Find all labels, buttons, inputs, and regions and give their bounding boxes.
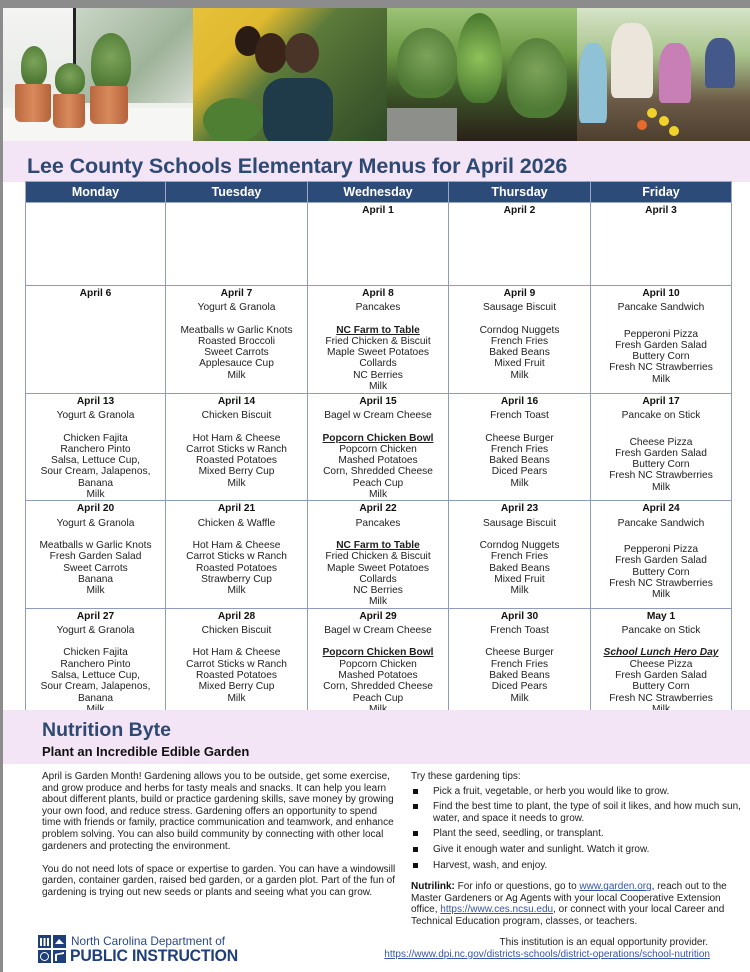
weekday-header-row	[26, 182, 732, 203]
breakfast-item: Pancake Sandwich	[617, 302, 705, 314]
lunch-item: Corndog Nuggets	[479, 539, 560, 551]
menu-date: April 22	[359, 503, 397, 515]
breakfast-item: Chicken Biscuit	[201, 410, 272, 422]
lunch-item: Milk	[227, 692, 246, 704]
lunch-item: Mixed Fruit	[494, 573, 545, 585]
menu-date: April 1	[362, 205, 394, 216]
lunch-item: Cheese Burger	[485, 647, 554, 659]
lunch-item: Roasted Potatoes	[196, 455, 277, 467]
lunch-item: Peach Cup	[352, 692, 404, 704]
lunch-item: Corn, Shredded Cheese	[323, 681, 433, 693]
menu-date: April 15	[359, 396, 397, 407]
lunch-theme-title: Popcorn Chicken Bowl	[322, 432, 434, 444]
lunch-item: French Fries	[490, 335, 549, 347]
breakfast-item: Pancake Sandwich	[617, 517, 705, 529]
weekday-header: Wednesday	[308, 182, 449, 203]
lunch-item: Hot Ham & Cheese	[192, 432, 281, 444]
lunch-item: Baked Beans	[489, 562, 550, 574]
page-title: Lee County Schools Elementary Menus for April 2026	[27, 154, 568, 178]
lunch-item: Carrot Sticks w Ranch	[186, 658, 287, 670]
nutrilink-text: For info or questions, go to	[454, 881, 580, 893]
lunch-item: Milk	[510, 692, 529, 704]
photo-banner	[3, 8, 750, 141]
menu-day-cell	[166, 394, 308, 501]
family-gardening-photo	[193, 8, 387, 141]
lunch-item: Milk	[510, 585, 529, 597]
lunch-item: Cheese Pizza	[629, 436, 693, 448]
lunch-item: Fried Chicken & Biscuit	[325, 551, 431, 563]
tip-item	[411, 786, 741, 798]
menu-day-cell	[26, 286, 166, 394]
lunch-item: Milk	[510, 369, 529, 381]
lunch-item: Milk	[651, 373, 671, 385]
breakfast-item: Chicken & Waffle	[197, 517, 276, 529]
lunch-item: Fresh Garden Salad	[615, 555, 707, 567]
lunch-item: Diced Pears	[491, 681, 548, 693]
lunch-item: Sour Cream, Jalapenos,	[40, 681, 151, 693]
menu-date: April 8	[362, 288, 394, 299]
tip-text: Pick a fruit, vegetable, or herb you would like to grow.	[433, 785, 670, 797]
lunch-item: Milk	[227, 477, 246, 489]
lunch-theme-title: NC Farm to Table	[336, 324, 420, 336]
lunch-item: Roasted Potatoes	[196, 669, 277, 681]
article-paragraph: You do not need lots of space or expertise to garden. You can have a windowsill garden, container garden, raised bed garden, or a garden plot. Part of the fun of gardening is trying out new seeds or plants and seeing what you can grow.	[42, 863, 396, 898]
weekday-header: Monday	[26, 182, 166, 203]
lunch-item: Ranchero Pinto	[60, 658, 131, 670]
menu-day-cell	[26, 501, 166, 608]
top-edge	[0, 0, 750, 8]
lunch-item: Banana	[77, 477, 114, 489]
tips-list	[411, 786, 741, 872]
menu-week-row	[26, 286, 732, 394]
menu-day-cell	[308, 286, 449, 394]
lunch-item: Milk	[227, 369, 246, 381]
menu-date: April 7	[220, 288, 253, 299]
equal-opportunity-statement: This institution is an equal opportunity provider.	[499, 937, 708, 948]
breakfast-item: Yogurt & Granola	[197, 302, 276, 314]
lunch-item: Cheese Burger	[485, 432, 554, 444]
nutrilink-text: , or connect with your local Career and Technical Education program, classes, or teachers.	[411, 904, 725, 927]
lunch-item: Banana	[77, 573, 114, 585]
lunch-item: Hot Ham & Cheese	[192, 539, 281, 551]
breakfast-item: Yogurt & Granola	[56, 517, 135, 529]
lunch-item: Carrot Sticks w Ranch	[186, 551, 287, 563]
tip-text: Plant the seed, seedling, or transplant.	[433, 828, 604, 840]
tip-item	[411, 860, 741, 872]
lunch-item: Corndog Nuggets	[479, 324, 560, 336]
lunch-item: Hot Ham & Cheese	[192, 647, 281, 659]
breakfast-item: French Toast	[490, 410, 549, 422]
lunch-theme-title: NC Farm to Table	[336, 539, 420, 551]
nutrition-article	[42, 771, 398, 910]
lunch-item: French Fries	[490, 658, 549, 670]
lunch-item: Chicken Fajita	[63, 647, 128, 659]
lunch-item: Milk	[227, 585, 246, 597]
menu-week-row	[26, 203, 732, 286]
menu-day-cell	[449, 501, 591, 608]
lunch-item: Peach Cup	[352, 477, 404, 489]
lunch-item: Popcorn Chicken	[339, 658, 417, 670]
lunch-item: Popcorn Chicken	[339, 443, 417, 455]
menu-date: April 23	[500, 503, 539, 515]
breakfast-item: Bagel w Cream Cheese	[324, 625, 432, 637]
lunch-item: Buttery Corn	[632, 681, 690, 693]
lunch-item: Fresh NC Strawberries	[609, 577, 713, 589]
menu-date: April 16	[500, 396, 539, 407]
breakfast-item: Pancakes	[355, 517, 401, 529]
menu-day-cell	[308, 501, 449, 608]
menu-date: April 3	[645, 205, 677, 216]
article-paragraph: April is Garden Month! Gardening allows you to be outside, get some exercise, and grow produce and herbs for tasty meals and snacks. It can help you learn about different plants, build or practice gardening skills, save money by growing your own food, and reduce stress. Gardening offers an opportunity to spend time with friends or family, practice communication and teamwork, and enhance problem solving. You can also build community by connecting with other local gardeners and protecting the environment.	[42, 771, 394, 852]
logo-text-line1: North Carolina Department of	[71, 934, 226, 948]
square-bullet-icon	[413, 831, 418, 836]
menu-date: April 2	[503, 205, 536, 216]
lunch-item: Mixed Fruit	[494, 358, 545, 370]
lunch-item: Pepperoni Pizza	[623, 543, 699, 555]
lunch-item: Fresh NC Strawberries	[609, 692, 713, 704]
tip-item	[411, 828, 741, 840]
menu-day-cell	[26, 608, 166, 715]
lunch-item: Fresh Garden Salad	[615, 669, 707, 681]
lunch-item: Applesauce Cup	[199, 358, 274, 370]
lunch-item: French Fries	[490, 443, 549, 455]
menu-day-cell	[26, 203, 166, 286]
lunch-item: Milk	[86, 585, 105, 597]
menu-day-cell	[166, 203, 308, 286]
lunch-item: Mashed Potatoes	[338, 669, 418, 681]
menu-day-cell	[449, 394, 591, 501]
menu-date: April 30	[500, 610, 539, 622]
lunch-item: Roasted Potatoes	[196, 562, 277, 574]
menu-calendar	[25, 181, 732, 716]
menu-day-cell	[591, 203, 732, 286]
lunch-item: Milk	[651, 481, 671, 493]
lunch-item: Sweet Carrots	[63, 562, 128, 574]
breakfast-item: Yogurt & Granola	[56, 625, 135, 637]
nutrition-title: Nutrition Byte	[42, 719, 171, 741]
menu-weeks	[26, 203, 732, 716]
menu-day-cell	[591, 286, 732, 394]
menu-week-row	[26, 501, 732, 608]
lunch-item: Carrot Sticks w Ranch	[186, 443, 287, 455]
weekday-header: Tuesday	[166, 182, 308, 203]
lunch-item: Pepperoni Pizza	[623, 328, 699, 340]
lunch-item: Corn, Shredded Cheese	[323, 466, 433, 478]
breakfast-item: Pancakes	[355, 302, 401, 314]
menu-day-cell	[591, 394, 732, 501]
menu-date: April 29	[359, 610, 397, 622]
lunch-item: NC Berries	[353, 585, 403, 597]
weekday-header: Thursday	[449, 182, 591, 203]
menu-date: May 1	[646, 610, 676, 622]
breakfast-item: Sausage Biscuit	[482, 302, 557, 314]
equal-opportunity-block	[380, 937, 710, 961]
menu-date: April 20	[76, 503, 115, 515]
lunch-item: Diced Pears	[491, 466, 548, 478]
lunch-item: Sweet Carrots	[204, 347, 269, 359]
square-bullet-icon	[413, 804, 418, 809]
menu-day-cell	[591, 501, 732, 608]
nutrilink	[411, 881, 741, 927]
children-planting-flowers-photo	[577, 8, 750, 141]
lunch-item: Meatballs w Garlic Knots	[39, 539, 152, 551]
menu-day-cell	[166, 286, 308, 394]
menu-day-cell	[166, 608, 308, 715]
lunch-item: Buttery Corn	[632, 566, 690, 578]
lunch-item: Baked Beans	[489, 455, 550, 467]
menu-day-cell	[449, 608, 591, 715]
lunch-item: Meatballs w Garlic Knots	[180, 324, 293, 336]
menu-date: April 28	[217, 610, 256, 622]
lunch-item: Buttery Corn	[632, 351, 690, 363]
lunch-item: Fresh Garden Salad	[49, 551, 142, 563]
lunch-item: Buttery Corn	[632, 459, 690, 471]
lunch-item: Cheese Pizza	[629, 658, 693, 670]
logo-text-line2: PUBLIC INSTRUCTION	[70, 946, 238, 965]
menu-date: April 21	[217, 503, 256, 515]
lunch-item: Baked Beans	[489, 347, 550, 359]
lunch-item: Mixed Berry Cup	[198, 466, 275, 478]
lunch-theme-title: School Lunch Hero Day	[603, 647, 719, 659]
weekday-header: Friday	[591, 182, 732, 203]
lunch-item: Milk	[86, 489, 105, 501]
lunch-item: Fresh Garden Salad	[615, 447, 707, 459]
menu-week-row	[26, 394, 732, 501]
lunch-item: Strawberry Cup	[201, 573, 272, 585]
menu-date: April 10	[642, 288, 680, 299]
menu-day-cell	[26, 394, 166, 501]
menu-day-cell	[166, 501, 308, 608]
lunch-item: Maple Sweet Potatoes	[327, 562, 429, 574]
menu-date: April 13	[76, 396, 115, 407]
lunch-item: Mashed Potatoes	[338, 455, 418, 467]
lunch-item: Collards	[359, 358, 397, 370]
menu-day-cell	[449, 286, 591, 394]
lunch-theme-title: Popcorn Chicken Bowl	[322, 647, 434, 659]
lunch-item: Banana	[77, 692, 114, 704]
square-bullet-icon	[413, 863, 418, 868]
lunch-item: NC Berries	[353, 369, 403, 381]
lunch-item: Baked Beans	[489, 669, 550, 681]
menu-day-cell	[591, 608, 732, 715]
lunch-item: Roasted Broccoli	[197, 335, 275, 347]
lunch-item: Milk	[510, 477, 529, 489]
square-bullet-icon	[413, 847, 418, 852]
breakfast-item: Bagel w Cream Cheese	[324, 410, 432, 422]
lunch-item: Fresh Garden Salad	[615, 339, 707, 351]
gardening-tips	[411, 771, 741, 928]
potted-herbs-photo	[3, 8, 193, 141]
breakfast-item: Chicken Biscuit	[201, 625, 272, 637]
menu-day-cell	[308, 203, 449, 286]
menu-day-cell	[308, 394, 449, 501]
breakfast-item: Pancake on Stick	[621, 410, 701, 422]
menu-date: April 17	[642, 396, 680, 407]
square-bullet-icon	[413, 789, 418, 794]
lunch-item: Milk	[368, 381, 388, 393]
lunch-item: Maple Sweet Potatoes	[327, 347, 429, 359]
lunch-item: Ranchero Pinto	[60, 443, 131, 455]
nutrilink-text: , reach out to the Master Gardeners or Ag Agents with your local Cooperative Extension office,	[411, 881, 727, 916]
lunch-item: Chicken Fajita	[63, 432, 128, 444]
lunch-item: Salsa, Lettuce Cup,	[51, 669, 140, 681]
tip-text: Harvest, wash, and enjoy.	[433, 859, 548, 871]
lunch-item: Salsa, Lettuce Cup,	[51, 455, 140, 467]
garden-org-link[interactable]: www.garden.org	[579, 881, 652, 893]
lunch-item: Fresh NC Strawberries	[609, 362, 713, 374]
lunch-item: Fresh NC Strawberries	[609, 470, 713, 482]
lunch-item: Collards	[359, 573, 397, 585]
breakfast-item: Pancake on Stick	[621, 625, 701, 637]
breakfast-item: French Toast	[490, 625, 549, 637]
breakfast-item: Sausage Biscuit	[482, 517, 557, 529]
lunch-item: Milk	[368, 596, 388, 608]
menu-day-cell	[308, 608, 449, 715]
ces-ncsu-link[interactable]: https://www.ces.ncsu.edu	[440, 904, 554, 916]
tips-intro: Try these gardening tips:	[411, 771, 521, 782]
nutrilink-label: Nutrilink:	[411, 881, 455, 893]
lunch-item: Sour Cream, Jalapenos,	[40, 466, 151, 478]
lunch-item: Milk	[368, 489, 388, 501]
menu-date: April 6	[79, 288, 112, 299]
nutrition-subtitle: Plant an Incredible Edible Garden	[42, 744, 250, 759]
lunch-item: Milk	[651, 589, 671, 601]
ncdpi-emblem-icon	[38, 935, 66, 963]
lunch-item: Fried Chicken & Biscuit	[325, 335, 431, 347]
menu-date: April 27	[76, 610, 115, 622]
menu-date: April 24	[642, 503, 680, 515]
menu-day-cell	[449, 203, 591, 286]
raised-bed-chard-photo	[387, 8, 577, 141]
school-nutrition-link[interactable]: https://www.dpi.nc.gov/districts-schools/district-operations/school-nutrition	[384, 949, 710, 960]
tip-text: Give it enough water and sunlight. Watch it grow.	[433, 843, 650, 855]
tip-item	[411, 801, 741, 824]
lunch-item: French Fries	[490, 551, 549, 563]
lunch-item: Mixed Berry Cup	[198, 681, 275, 693]
menu-date: April 9	[503, 288, 536, 299]
tip-item	[411, 844, 741, 856]
menu-date: April 14	[217, 396, 256, 407]
breakfast-item: Yogurt & Granola	[56, 410, 135, 422]
menu-week-row	[26, 608, 732, 715]
ncdpi-logo	[38, 934, 238, 968]
tip-text: Find the best time to plant, the type of soil it likes, and how much sun, water, and space it needs to grow.	[433, 801, 741, 824]
